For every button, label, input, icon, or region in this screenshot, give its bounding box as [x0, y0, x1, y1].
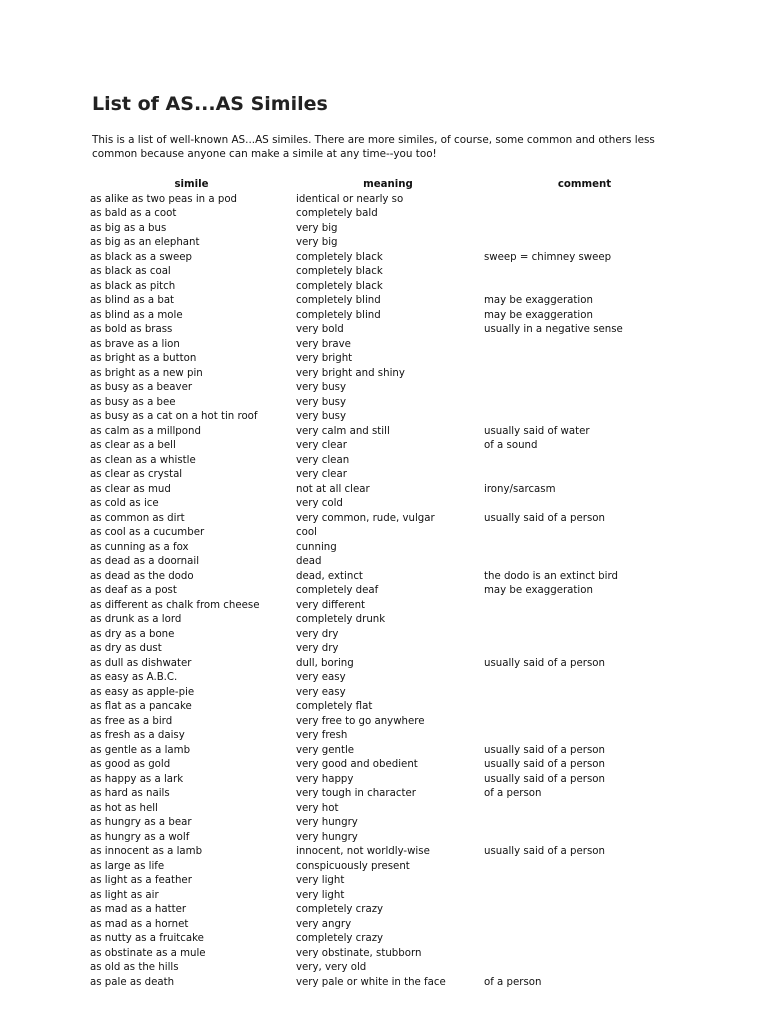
- comment-cell: [481, 207, 688, 222]
- table-row: [88, 294, 688, 309]
- header-comment: comment: [557, 179, 612, 190]
- table-row: [88, 671, 688, 686]
- meaning-cell: very different: [296, 599, 366, 611]
- table-row: [88, 627, 688, 642]
- table-row: [88, 743, 688, 758]
- table-row: [88, 366, 688, 381]
- comment-cell: [481, 671, 688, 686]
- meaning-cell: very light: [296, 875, 345, 887]
- simile-cell: as common as dirt: [90, 512, 185, 524]
- comment-cell: usually in a negative sense: [484, 324, 623, 336]
- comment-cell: of a person: [484, 788, 542, 800]
- meaning-cell: very hungry: [296, 817, 358, 829]
- table-row: [88, 381, 688, 396]
- meaning-cell: very busy: [296, 411, 347, 423]
- meaning-cell: completely flat: [296, 701, 373, 713]
- meaning-cell: not at all clear: [296, 483, 370, 495]
- meaning-cell: very big: [296, 222, 338, 234]
- comment-cell: [481, 816, 688, 831]
- table-header-row: [88, 177, 688, 192]
- simile-cell: as large as life: [90, 860, 165, 872]
- meaning-cell: very obstinate, stubborn: [296, 947, 422, 959]
- simile-cell: as hungry as a wolf: [90, 831, 190, 843]
- table-row: [88, 903, 688, 918]
- table-row: [88, 569, 688, 584]
- meaning-cell: very easy: [296, 672, 346, 684]
- comment-cell: usually said of a person: [484, 512, 605, 524]
- table-row: [88, 642, 688, 657]
- simile-cell: as dry as a bone: [90, 628, 175, 640]
- comment-cell: [481, 337, 688, 352]
- simile-cell: as flat as a pancake: [90, 701, 192, 713]
- table-row: [88, 439, 688, 454]
- meaning-cell: very clear: [296, 469, 347, 481]
- comment-cell: of a sound: [484, 440, 538, 452]
- simile-cell: as clear as mud: [90, 483, 171, 495]
- simile-cell: as cold as ice: [90, 498, 159, 510]
- table-row: [88, 975, 688, 990]
- meaning-cell: very hungry: [296, 831, 358, 843]
- meaning-cell: very easy: [296, 686, 346, 698]
- similes-table: [88, 177, 688, 990]
- simile-cell: as light as a feather: [90, 875, 192, 887]
- meaning-cell: very angry: [296, 918, 352, 930]
- table-row: [88, 584, 688, 599]
- meaning-cell: dead: [296, 556, 322, 568]
- comment-cell: [481, 642, 688, 657]
- table-row: [88, 714, 688, 729]
- simile-cell: as mad as a hatter: [90, 904, 187, 916]
- table-row: [88, 453, 688, 468]
- simile-cell: as fresh as a daisy: [90, 730, 185, 742]
- table-row: [88, 323, 688, 338]
- table-body: [88, 192, 688, 990]
- meaning-cell: very clear: [296, 440, 347, 452]
- meaning-cell: completely crazy: [296, 904, 384, 916]
- simile-cell: as busy as a bee: [90, 396, 176, 408]
- meaning-cell: completely black: [296, 266, 383, 278]
- table-row: [88, 932, 688, 947]
- comment-cell: usually said of a person: [484, 846, 605, 858]
- table-row: [88, 801, 688, 816]
- simile-cell: as brave as a lion: [90, 338, 180, 350]
- meaning-cell: dead, extinct: [296, 570, 363, 582]
- table-row: [88, 816, 688, 831]
- comment-cell: [481, 946, 688, 961]
- meaning-cell: very clean: [296, 454, 350, 466]
- meaning-cell: cool: [296, 527, 317, 539]
- simile-cell: as big as a bus: [90, 222, 167, 234]
- simile-cell: as pale as death: [90, 976, 175, 988]
- comment-cell: [481, 714, 688, 729]
- simile-cell: as bold as brass: [90, 324, 173, 336]
- table-row: [88, 410, 688, 425]
- simile-cell: as easy as A.B.C.: [90, 672, 178, 684]
- meaning-cell: very pale or white in the face: [296, 976, 446, 988]
- meaning-cell: very big: [296, 237, 338, 249]
- comment-cell: sweep = chimney sweep: [484, 251, 612, 263]
- table-row: [88, 787, 688, 802]
- table-row: [88, 482, 688, 497]
- simile-cell: as hot as hell: [90, 802, 158, 814]
- simile-cell: as dull as dishwater: [90, 657, 192, 669]
- meaning-cell: completely blind: [296, 295, 381, 307]
- simile-cell: as bald as a coot: [90, 208, 177, 220]
- simile-cell: as blind as a mole: [90, 309, 183, 321]
- comment-cell: [481, 526, 688, 541]
- comment-cell: usually said of a person: [484, 773, 605, 785]
- comment-cell: [481, 627, 688, 642]
- comment-cell: [481, 352, 688, 367]
- table-row: [88, 656, 688, 671]
- header-simile: simile: [174, 179, 209, 190]
- table-row: [88, 308, 688, 323]
- table-row: [88, 424, 688, 439]
- comment-cell: [481, 598, 688, 613]
- comment-cell: [481, 497, 688, 512]
- comment-cell: [481, 279, 688, 294]
- meaning-cell: very calm and still: [296, 425, 390, 437]
- simile-cell: as gentle as a lamb: [90, 744, 191, 756]
- meaning-cell: dull, boring: [296, 657, 354, 669]
- simile-cell: as cunning as a fox: [90, 541, 189, 553]
- simile-cell: as busy as a beaver: [90, 382, 193, 394]
- table-row: [88, 540, 688, 555]
- comment-cell: [481, 917, 688, 932]
- comment-cell: [481, 192, 688, 207]
- meaning-cell: very bright and shiny: [296, 367, 405, 379]
- table-row: [88, 497, 688, 512]
- comment-cell: [481, 366, 688, 381]
- comment-cell: [481, 859, 688, 874]
- simile-cell: as black as pitch: [90, 280, 176, 292]
- table-row: [88, 700, 688, 715]
- comment-cell: usually said of a person: [484, 744, 605, 756]
- meaning-cell: very fresh: [296, 730, 348, 742]
- meaning-cell: very common, rude, vulgar: [296, 512, 435, 524]
- table-row: [88, 830, 688, 845]
- meaning-cell: completely crazy: [296, 933, 384, 945]
- meaning-cell: cunning: [296, 541, 337, 553]
- table-row: [88, 888, 688, 903]
- simile-cell: as dry as dust: [90, 643, 162, 655]
- comment-cell: [481, 395, 688, 410]
- table-row: [88, 395, 688, 410]
- comment-cell: [481, 961, 688, 976]
- comment-cell: [481, 540, 688, 555]
- meaning-cell: very brave: [296, 338, 351, 350]
- meaning-cell: very free to go anywhere: [296, 715, 425, 727]
- header-meaning: meaning: [363, 179, 413, 190]
- simile-cell: as easy as apple-pie: [90, 686, 195, 698]
- table-row: [88, 845, 688, 860]
- comment-cell: [481, 700, 688, 715]
- comment-cell: [481, 236, 688, 251]
- table-row: [88, 192, 688, 207]
- comment-cell: [481, 830, 688, 845]
- table-row: [88, 729, 688, 744]
- meaning-cell: very dry: [296, 628, 339, 640]
- meaning-cell: conspicuously present: [296, 860, 410, 872]
- comment-cell: [481, 874, 688, 889]
- simile-cell: as innocent as a lamb: [90, 846, 203, 858]
- simile-cell: as blind as a bat: [90, 295, 175, 307]
- table-row: [88, 468, 688, 483]
- simile-cell: as big as an elephant: [90, 237, 200, 249]
- table-row: [88, 352, 688, 367]
- comment-cell: [481, 410, 688, 425]
- meaning-cell: very good and obedient: [296, 759, 418, 771]
- table-row: [88, 961, 688, 976]
- comment-cell: [481, 801, 688, 816]
- comment-cell: [481, 468, 688, 483]
- meaning-cell: very busy: [296, 382, 347, 394]
- table-row: [88, 207, 688, 222]
- simile-cell: as obstinate as a mule: [90, 947, 206, 959]
- page-title: List of AS...AS Similes: [92, 93, 328, 115]
- simile-cell: as nutty as a fruitcake: [90, 933, 204, 945]
- table-row: [88, 613, 688, 628]
- simile-cell: as hard as nails: [90, 788, 170, 800]
- simile-cell: as drunk as a lord: [90, 614, 182, 626]
- comment-cell: [481, 888, 688, 903]
- simile-cell: as deaf as a post: [90, 585, 177, 597]
- simile-cell: as hungry as a bear: [90, 817, 192, 829]
- comment-cell: [481, 381, 688, 396]
- meaning-cell: very dry: [296, 643, 339, 655]
- comment-cell: [481, 903, 688, 918]
- table-row: [88, 555, 688, 570]
- comment-cell: [481, 265, 688, 280]
- table-row: [88, 221, 688, 236]
- simile-cell: as clean as a whistle: [90, 454, 196, 466]
- meaning-cell: very light: [296, 889, 345, 901]
- simile-cell: as free as a bird: [90, 715, 173, 727]
- comment-cell: may be exaggeration: [484, 585, 593, 597]
- intro-paragraph: This is a list of well-known AS...AS similes. There are more similes, of course, some common and others less common because anyone can make a simile at any time--you too!: [92, 134, 655, 160]
- comment-cell: [481, 453, 688, 468]
- comment-cell: the dodo is an extinct bird: [484, 570, 618, 582]
- meaning-cell: very bright: [296, 353, 353, 365]
- table-row: [88, 526, 688, 541]
- meaning-cell: very happy: [296, 773, 354, 785]
- simile-cell: as bright as a new pin: [90, 367, 203, 379]
- comment-cell: usually said of a person: [484, 657, 605, 669]
- simile-cell: as cool as a cucumber: [90, 527, 205, 539]
- meaning-cell: completely deaf: [296, 585, 379, 597]
- meaning-cell: very bold: [296, 324, 344, 336]
- comment-cell: may be exaggeration: [484, 295, 593, 307]
- meaning-cell: completely blind: [296, 309, 381, 321]
- comment-cell: irony/sarcasm: [484, 483, 556, 495]
- comment-cell: [481, 221, 688, 236]
- simile-cell: as busy as a cat on a hot tin roof: [90, 411, 258, 423]
- simile-cell: as good as gold: [90, 759, 171, 771]
- comment-cell: [481, 685, 688, 700]
- simile-cell: as dead as the dodo: [90, 570, 194, 582]
- comment-cell: [481, 932, 688, 947]
- table-row: [88, 758, 688, 773]
- meaning-cell: very hot: [296, 802, 339, 814]
- simile-cell: as light as air: [90, 889, 159, 901]
- meaning-cell: very, very old: [296, 962, 367, 974]
- table-row: [88, 772, 688, 787]
- meaning-cell: very gentle: [296, 744, 355, 756]
- table-row: [88, 265, 688, 280]
- table-row: [88, 874, 688, 889]
- comment-cell: usually said of water: [484, 425, 590, 437]
- simile-cell: as bright as a button: [90, 353, 197, 365]
- meaning-cell: very busy: [296, 396, 347, 408]
- meaning-cell: completely black: [296, 280, 383, 292]
- table-row: [88, 337, 688, 352]
- table-row: [88, 511, 688, 526]
- simile-cell: as mad as a hornet: [90, 918, 189, 930]
- simile-cell: as clear as a bell: [90, 440, 176, 452]
- table-row: [88, 250, 688, 265]
- meaning-cell: completely black: [296, 251, 383, 263]
- simile-cell: as dead as a doornail: [90, 556, 200, 568]
- meaning-cell: innocent, not worldly-wise: [296, 846, 430, 858]
- comment-cell: [481, 729, 688, 744]
- simile-cell: as black as a sweep: [90, 251, 192, 263]
- simile-cell: as alike as two peas in a pod: [90, 193, 238, 205]
- table-row: [88, 859, 688, 874]
- table-row: [88, 946, 688, 961]
- meaning-cell: completely bald: [296, 208, 378, 220]
- simile-cell: as happy as a lark: [90, 773, 184, 785]
- comment-cell: of a person: [484, 976, 542, 988]
- table-row: [88, 917, 688, 932]
- simile-cell: as calm as a millpond: [90, 425, 201, 437]
- meaning-cell: completely drunk: [296, 614, 386, 626]
- table-row: [88, 598, 688, 613]
- table-row: [88, 236, 688, 251]
- simile-cell: as black as coal: [90, 266, 171, 278]
- simile-cell: as different as chalk from cheese: [90, 599, 260, 611]
- meaning-cell: very tough in character: [296, 788, 416, 800]
- comment-cell: may be exaggeration: [484, 309, 593, 321]
- meaning-cell: very cold: [296, 498, 343, 510]
- table-row: [88, 685, 688, 700]
- meaning-cell: identical or nearly so: [296, 193, 404, 205]
- simile-cell: as old as the hills: [90, 962, 179, 974]
- comment-cell: [481, 555, 688, 570]
- comment-cell: usually said of a person: [484, 759, 605, 771]
- simile-cell: as clear as crystal: [90, 469, 183, 481]
- table-row: [88, 279, 688, 294]
- comment-cell: [481, 613, 688, 628]
